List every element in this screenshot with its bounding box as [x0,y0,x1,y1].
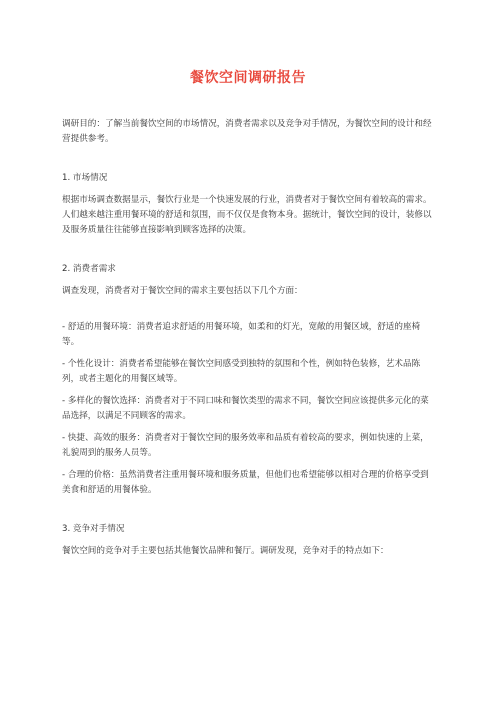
intro-paragraph: 调研目的：了解当前餐饮空间的市场情况，消费者需求以及竞争对手情况，为餐饮空间的设计和经营提供参考。 [62,119,432,144]
section-3-body: 餐饮空间的竞争对手主要包括其他餐饮品牌和餐厅。调研发现，竞争对手的特点如下： [62,546,389,556]
section-2-heading: 2. 消费者需求 [62,264,116,274]
section-1-heading: 1. 市场情况 [62,173,108,183]
page-title: 餐饮空间调研报告 [190,70,306,86]
section-1-body: 根据市场调查数据显示，餐饮行业是一个快速发展的行业，消费者对于餐饮空间有着较高的需求。人们越来越注重用餐环境的舒适和氛围，而不仅仅是食物本身。据统计，餐饮空间的设计，装修以及服务质量往往能够直接影响到顾客选择的决策。 [62,195,432,235]
list-item: - 个性化设计：消费者希望能够在餐饮空间感受到独特的氛围和个性，例如特色装修，艺术品陈列，或者主题化的用餐区域等。 [62,359,421,384]
list-item: - 合理的价格：虽然消费者注重用餐环境和服务质量，但他们也希望能够以相对合理的价格享受到美食和舒适的用餐体验。 [62,470,429,495]
list-item: - 快捷、高效的服务：消费者对于餐饮空间的服务效率和品质有着较高的要求，例如快速的上菜，礼貌周到的服务人员等。 [62,433,429,458]
document-body [62,117,434,559]
section-2-intro: 调查发现，消费者对于餐饮空间的需求主要包括以下几个方面： [62,286,303,296]
list-item: - 多样化的餐饮选择：消费者对于不同口味和餐饮类型的需求不同，餐饮空间应该提供多元化的菜品选择，以满足不同顾客的需求。 [62,396,429,421]
section-3-heading: 3. 竞争对手情况 [62,524,125,534]
list-item: - 舒适的用餐环境：消费者追求舒适的用餐环境，如柔和的灯光，宽敞的用餐区域，舒适的座椅等。 [62,322,421,347]
